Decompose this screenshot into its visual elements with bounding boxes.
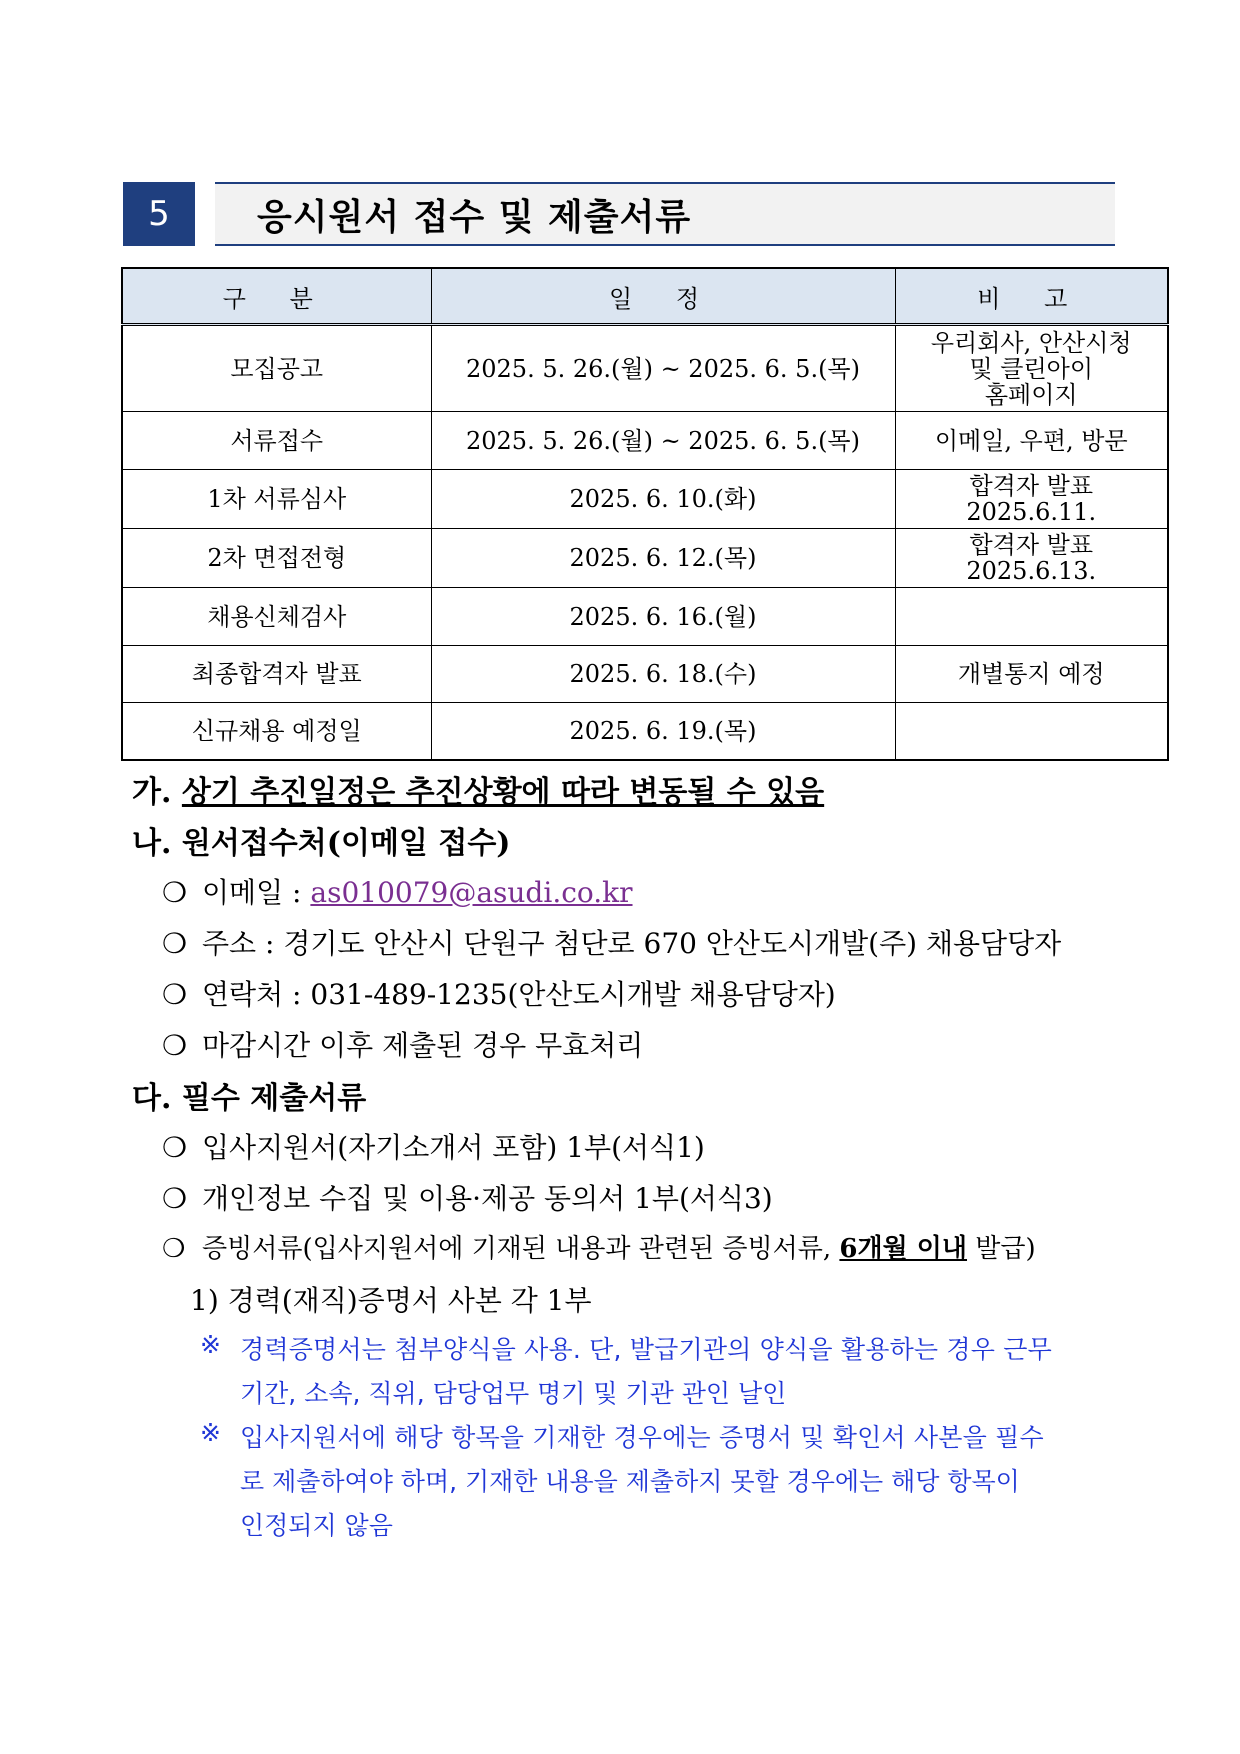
note-cell <box>895 588 1168 646</box>
bullet-icon: ❍ <box>162 1131 188 1164</box>
note-cell <box>895 412 1168 470</box>
table-row <box>122 470 1168 529</box>
note-line: 합격자 발표 <box>969 531 1094 559</box>
date-cell: 2025. 6. 10.(화) <box>431 470 895 529</box>
stage-cell: 서류접수 <box>122 412 431 470</box>
stage-cell: 신규채용 예정일 <box>122 703 431 760</box>
ref-line: 경력증명서는 첨부양식을 사용. 단, 발급기관의 양식을 활용하는 경우 근무 <box>240 1335 1052 1364</box>
bullet-icon: ❍ <box>162 1029 188 1062</box>
section-header <box>123 182 1115 246</box>
address-line <box>162 922 1061 962</box>
bullet-icon: ❍ <box>162 927 188 960</box>
email-label: 이메일 : <box>202 876 302 909</box>
header-note: 비 고 <box>895 268 1168 325</box>
date-cell: 2025. 6. 16.(월) <box>431 588 895 646</box>
note-line: 2025.6.13. <box>966 557 1097 585</box>
note-ga <box>132 767 824 811</box>
table-row <box>122 588 1168 646</box>
date-cell: 2025. 5. 26.(월) ~ 2025. 6. 5.(목) <box>431 325 895 412</box>
sub-item: 1) 경력(재직)증명서 사본 각 1부 <box>190 1284 592 1317</box>
date-cell: 2025. 6. 19.(목) <box>431 703 895 760</box>
section-number: 5 <box>123 182 195 246</box>
ref-line: 입사지원서에 해당 항목을 기재한 경우에는 증명서 및 확인서 사본을 필수 <box>240 1423 1044 1452</box>
email-line <box>162 871 633 911</box>
note-ga-label: 가. <box>132 775 172 810</box>
header-stage: 구 분 <box>122 268 431 325</box>
table-row <box>122 703 1168 760</box>
doc-item <box>162 1228 1036 1265</box>
doc-text: 증빙서류(입사지원서에 기재된 내용과 관련된 증빙서류, <box>202 1234 832 1264</box>
date-cell: 2025. 6. 12.(목) <box>431 529 895 588</box>
note-line: 합격자 발표 <box>969 472 1094 500</box>
note-line: 이메일, 우편, 방문 <box>934 426 1128 455</box>
bullet-icon: ❍ <box>162 1182 188 1215</box>
bullet-icon: ❍ <box>162 978 188 1011</box>
deadline-line <box>162 1024 643 1064</box>
contact-text: 연락처 : 031-489-1235(안산도시개발 채용담당자) <box>202 978 836 1011</box>
table-row <box>122 325 1168 412</box>
email-link[interactable]: as010079@asudi.co.kr <box>310 876 633 909</box>
stage-cell: 모집공고 <box>122 325 431 412</box>
bullet-icon: ❍ <box>162 876 188 909</box>
note-na-title: 나. 원서접수처(이메일 접수) <box>132 826 511 861</box>
schedule-table <box>121 267 1169 761</box>
address-text: 주소 : 경기도 안산시 단원구 첨단로 670 안산도시개발(주) 채용담당자 <box>202 927 1062 960</box>
table-row <box>122 412 1168 470</box>
note-cell <box>895 470 1168 529</box>
date-cell: 2025. 6. 18.(수) <box>431 646 895 703</box>
table-header-row <box>122 268 1168 325</box>
ref-symbol: ※ <box>200 1330 221 1359</box>
note-line: 개별통지 예정 <box>957 660 1105 688</box>
stage-cell: 2차 면접전형 <box>122 529 431 588</box>
table-row <box>122 529 1168 588</box>
note-line: 우리회사, 안산시청 <box>930 328 1132 357</box>
note-line: 및 클린아이 <box>969 354 1094 383</box>
note-ga-text: 상기 추진일정은 추진상황에 따라 변동될 수 있음 <box>181 775 825 810</box>
contact-line <box>162 973 836 1013</box>
doc-item <box>162 1177 773 1217</box>
bullet-icon: ❍ <box>162 1234 186 1264</box>
stage-cell: 1차 서류심사 <box>122 470 431 529</box>
note-cell <box>895 646 1168 703</box>
doc-text: 입사지원서(자기소개서 포함) 1부(서식1) <box>202 1131 705 1164</box>
note-cell <box>895 529 1168 588</box>
section-title: 응시원서 접수 및 제출서류 <box>257 196 692 238</box>
note-cell <box>895 703 1168 760</box>
note-cell <box>895 325 1168 412</box>
table-row <box>122 646 1168 703</box>
stage-cell: 최종합격자 발표 <box>122 646 431 703</box>
ref-line: 인정되지 않음 <box>240 1511 393 1540</box>
doc-item <box>162 1126 705 1166</box>
ref-symbol: ※ <box>200 1418 221 1447</box>
note-da-title: 다. 필수 제출서류 <box>132 1081 367 1116</box>
header-date: 일 정 <box>431 268 895 325</box>
deadline-text: 마감시간 이후 제출된 경우 무효처리 <box>202 1029 644 1062</box>
doc-text: 개인정보 수집 및 이용·제공 동의서 1부(서식3) <box>202 1182 773 1215</box>
ref-line: 로 제출하여야 하며, 기재한 내용을 제출하지 못할 경우에는 해당 항목이 <box>240 1467 1020 1496</box>
note-line: 홈페이지 <box>984 380 1078 409</box>
stage-cell: 채용신체검사 <box>122 588 431 646</box>
date-cell: 2025. 5. 26.(월) ~ 2025. 6. 5.(목) <box>431 412 895 470</box>
ref-line: 기간, 소속, 직위, 담당업무 명기 및 기관 관인 날인 <box>240 1379 787 1408</box>
note-line: 2025.6.11. <box>966 498 1097 526</box>
doc-emphasis: 6개월 이내 <box>839 1234 968 1264</box>
doc-text-post: 발급) <box>975 1234 1036 1264</box>
